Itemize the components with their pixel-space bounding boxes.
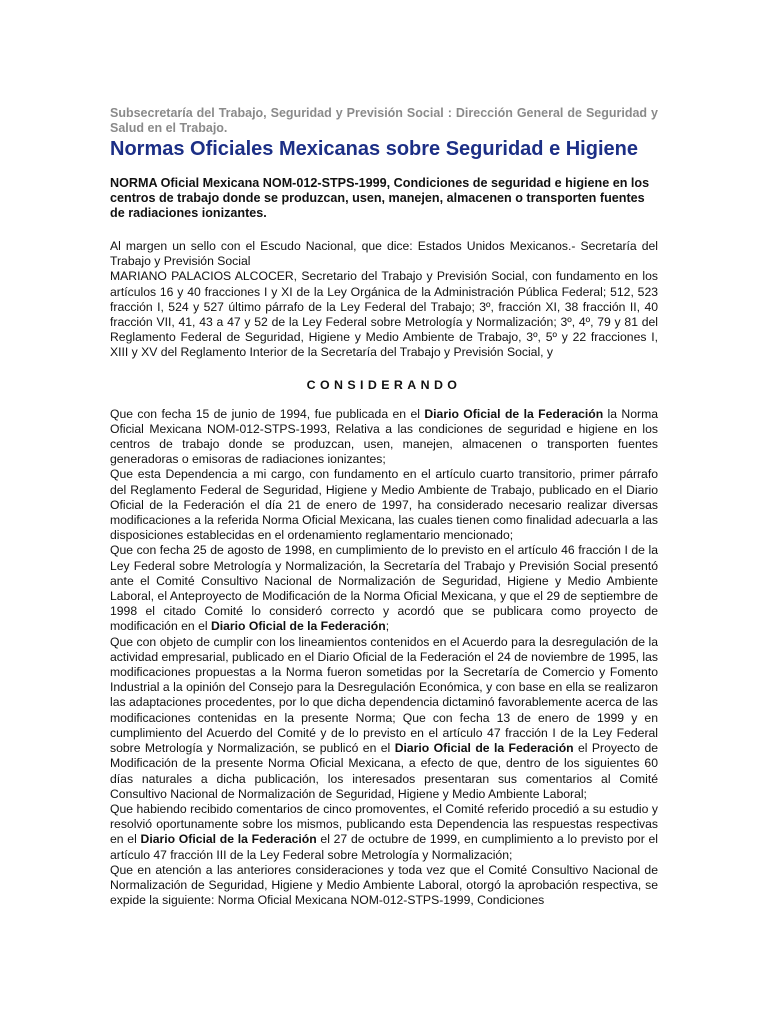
considerando-paragraph-3	[110, 543, 658, 634]
considerando-paragraph-5	[110, 802, 658, 863]
text-segment: Que con fecha 25 de agosto de 1998, en cumplimiento de lo previsto en el artículo 46 fracción I de la Ley Federal sobre Metrología y Normalización, la Secretaría del Trabajo y Previsión Social presentó ante el Comité Consultivo Nacional de Normalización de Seguridad, Higiene y Medio Ambiente Laboral, el Anteproyecto de Modificación de la Norma Oficial Mexicana, y que el 29 de septiembre de 1998 el citado Comité lo consideró correcto y acordó que se publicara como proyecto de modificación en el	[110, 543, 658, 634]
norma-title: NORMA Oficial Mexicana NOM-012-STPS-1999, Condiciones de seguridad e higiene en los centros de trabajo donde se produzcan, usen, manejen, almacenen o transporten fuentes de radiaciones ionizantes.	[110, 176, 650, 220]
preamble-secretary-paragraph: MARIANO PALACIOS ALCOCER, Secretario del Trabajo y Previsión Social, con fundamento en los artículos 16 y 40 fracciones I y XI de la Ley Orgánica de la Administración Pública Federal; 512, 523 fracción I, 524 y 527 último párrafo de la Ley Federal del Trabajo; 3º, fracción XI, 38 fracción II, 40 fracción VII, 41, 43 a 47 y 52 de la Ley Federal sobre Metrología y Normalización; 3º, 4º, 79 y 81 del Reglamento Federal de Seguridad, Higiene y Medio Ambiente de Trabajo, 3º, 5º y 22 fracciones I, XIII y XV del Reglamento Interior de la Secretaría del Trabajo y Previsión Social, y	[110, 269, 658, 360]
considerando-heading: CONSIDERANDO	[306, 377, 462, 392]
text-segment: ;	[385, 619, 390, 634]
text-segment: Que con fecha 15 de junio de 1994, fue publicada en el	[110, 406, 425, 421]
preamble-seal-paragraph: Al margen un sello con el Escudo Nacional, que dice: Estados Unidos Mexicanos.- Secretaría del Trabajo y Previsión Social	[110, 239, 658, 269]
considerando-paragraph-4	[110, 635, 658, 802]
diario-oficial-reference: Diario Oficial de la Federación	[394, 741, 574, 756]
considerando-paragraph-1	[110, 407, 658, 468]
diario-oficial-reference: Diario Oficial de la Federación	[210, 619, 386, 634]
considerando-paragraph-6: Que en atención a las anteriores consideraciones y toda vez que el Comité Consultivo Nacional de Normalización de Seguridad, Higiene y Medio Ambiente Laboral, otorgó la aprobación respectiva, se expide la siguiente: Norma Oficial Mexicana NOM-012-STPS-1999, Condiciones	[110, 862, 658, 908]
document-page	[110, 106, 658, 908]
text-segment: Que habiendo recibido comentarios de cinco promoventes, el Comité referido procedió a su estudio y resolvió oportunamente sobre los mismos, publicando esta Dependencia las respuestas respectivas en el	[110, 801, 658, 847]
text-segment: el 27 de octubre de 1999, en cumplimiento a lo previsto por el artículo 47 fracción III de la Ley Federal sobre Metrología y Normalización;	[110, 832, 658, 862]
considerando-body	[110, 407, 658, 909]
page-title: Normas Oficiales Mexicanas sobre Seguridad e Higiene	[110, 138, 638, 160]
preamble	[110, 239, 658, 361]
considerando-paragraph-2: Que esta Dependencia a mi cargo, con fundamento en el artículo cuarto transitorio, primer párrafo del Reglamento Federal de Seguridad, Higiene y Medio Ambiente de Trabajo, publicado en el Diario Oficial de la Federación el día 21 de enero de 1997, ha considerado necesario realizar diversas modificaciones a la referida Norma Oficial Mexicana, las cuales tienen como finalidad adecuarla a las disposiciones establecidas en el ordenamiento reglamentario mencionado;	[110, 467, 658, 543]
text-segment: Que con objeto de cumplir con los lineamientos contenidos en el Acuerdo para la desregulación de la actividad empresarial, publicado en el Diario Oficial de la Federación el 24 de noviembre de 1995, las modificaciones propuestas a la Norma fueron sometidas por la Secretaría de Comercio y Fomento Industrial a la opinión del Consejo para la Desregulación Económica, y con base en ella se realizaron las adaptaciones procedentes, por lo que dicha dependencia dictaminó favorablemente acerca de las modificaciones contenidas en la presente Norma; Que con fecha 13 de enero de 1999 y en cumplimiento del Acuerdo del Comité y de lo previsto en el artículo 47 fracción I de la Ley Federal sobre Metrología y Normalización, se publicó en el	[110, 634, 658, 756]
agency-subheader: Subsecretaría del Trabajo, Seguridad y Previsión Social : Dirección General de Seguridad y Salud en el Trabajo.	[110, 106, 658, 135]
text-segment: la Norma Oficial Mexicana NOM-012-STPS-1993, Relativa a las condiciones de seguridad e higiene en los centros de trabajo donde se produzcan, usen, manejen, almacenen o transporten fuentes generadoras o emisoras de radiaciones ionizantes;	[110, 406, 659, 467]
diario-oficial-reference: Diario Oficial de la Federación	[424, 406, 604, 421]
diario-oficial-reference: Diario Oficial de la Federación	[140, 832, 317, 847]
text-segment: el Proyecto de Modificación de la presente Norma Oficial Mexicana, a efecto de que, dentro de los siguientes 60 días naturales a dicha publicación, los interesados presentaran sus comentarios al Comité Consultivo Nacional de Normalización de Seguridad, Higiene y Medio Ambiente Laboral;	[110, 741, 659, 801]
